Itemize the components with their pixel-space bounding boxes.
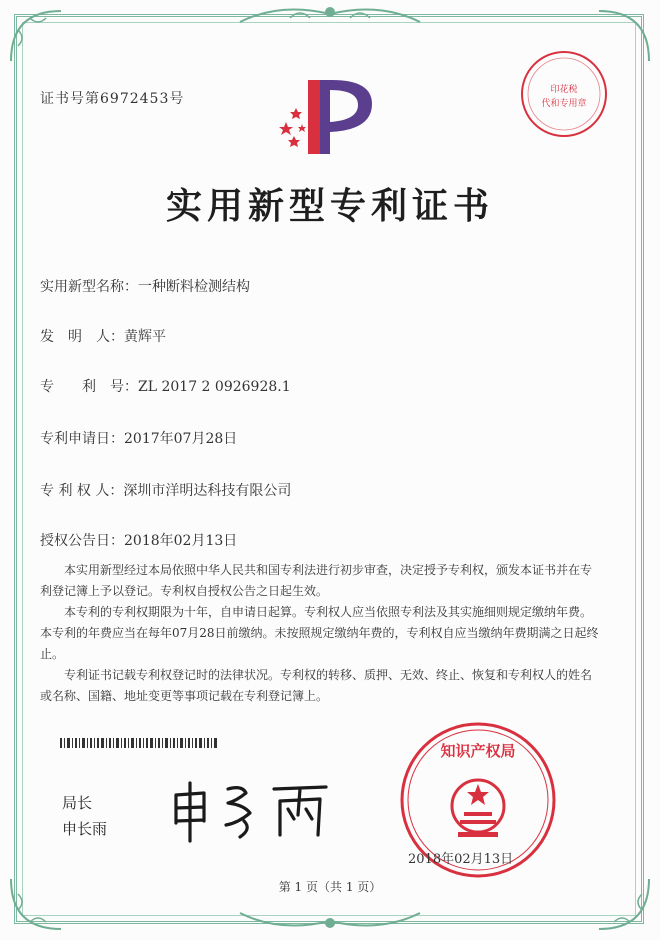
director-name: 申长雨 <box>62 820 108 838</box>
field-grant-date: 授权公告日：2018年02月13日 <box>40 533 238 549</box>
page-number: 第 1 页（共 1 页） <box>278 880 382 894</box>
certificate-title: 实用新型专利证书 <box>165 185 494 227</box>
svg-text:代和专用章: 代和专用章 <box>541 99 587 109</box>
cnipa-logo-icon <box>272 72 387 162</box>
paragraph-grant: 本实用新型经过本局依照中华人民共和国专利法进行初步审查，决定授予专利权，颁发本证书并在专利登记簿上予以登记。专利权自授权公告之日起生效。 <box>40 563 593 598</box>
agency-seal-icon <box>518 48 610 140</box>
issue-date: 2018年02月13日 <box>408 852 514 867</box>
field-patent-number: 专 利 号：ZL 2017 2 0926928.1 <box>40 379 291 395</box>
paragraph-term: 本专利的专利权期限为十年，自申请日起算。专利权人应当依照专利法及其实施细则规定缴纳年费。本专利的年费应当在每年07月28日前缴纳。未按照规定缴纳年费的，专利权自应当缴纳年费期满之日起终止。 <box>40 605 599 661</box>
corner-ornament-top-left <box>6 6 66 66</box>
director-title: 局长 <box>62 794 93 812</box>
svg-text:知识产权局: 知识产权局 <box>440 742 516 760</box>
field-utility-name: 实用新型名称：一种断料检测结构 <box>40 279 250 295</box>
field-patentee: 专 利 权 人：深圳市洋明达科技有限公司 <box>40 483 292 499</box>
legal-text <box>40 560 600 707</box>
top-ornament <box>230 0 430 30</box>
barcode-icon <box>60 738 220 748</box>
paragraph-registry: 专利证书记载专利权登记时的法律状况。专利权的转移、质押、无效、终止、恢复和专利权人的姓名或名称、国籍、地址变更等事项记载在专利登记簿上。 <box>40 668 593 703</box>
certificate-number: 证书号第6972453号 <box>40 91 185 107</box>
field-inventor: 发 明 人：黄辉平 <box>40 329 166 345</box>
field-application-date: 专利申请日：2017年07月28日 <box>40 431 238 447</box>
svg-text:印花税: 印花税 <box>550 85 578 95</box>
handwritten-signature-icon <box>170 775 340 845</box>
bottom-ornament <box>230 905 430 935</box>
